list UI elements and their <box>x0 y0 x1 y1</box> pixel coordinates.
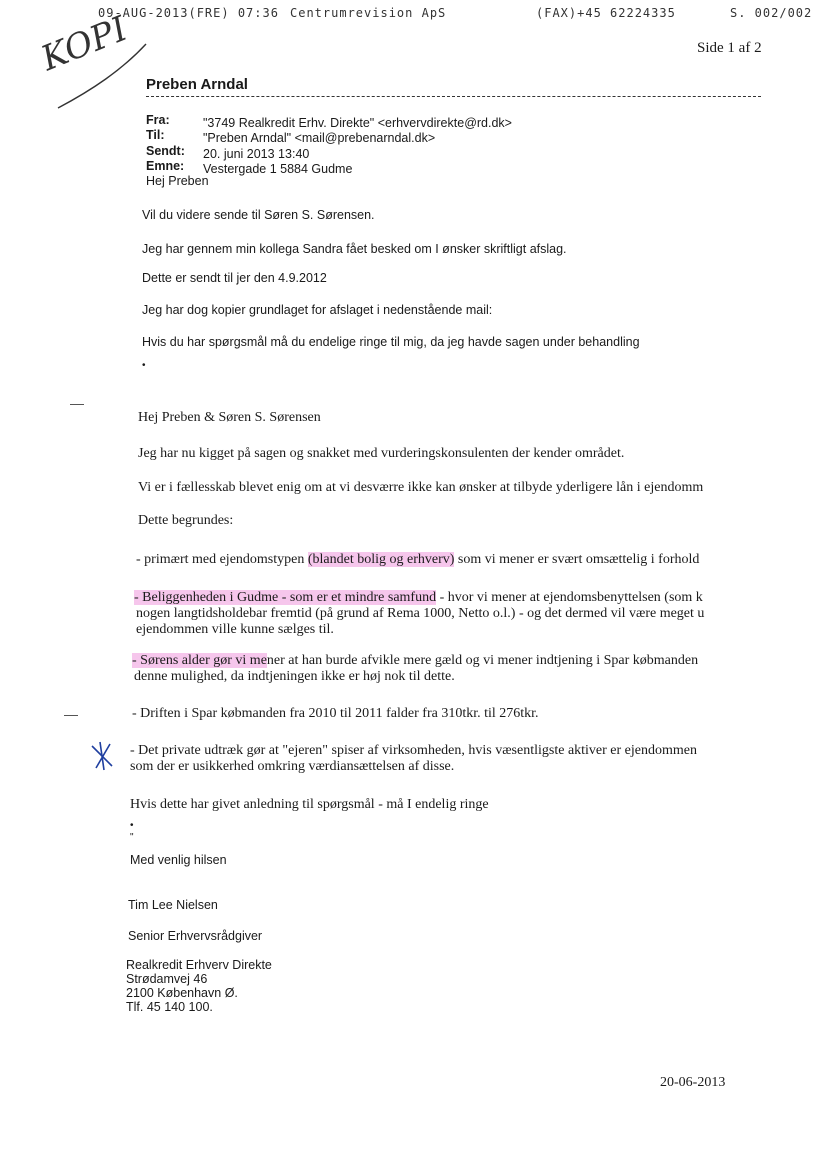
scan-mark <box>70 404 84 405</box>
footer-date: 20-06-2013 <box>660 1075 726 1090</box>
reason-bullet-age <box>132 653 698 669</box>
to-value: "Preben Arndal" <mail@prebenarndal.dk> <box>203 131 436 145</box>
bullet-text: - primært med ejendomstypen <box>136 552 308 567</box>
sent-label: Sendt: <box>146 144 185 158</box>
reason-bullet-location <box>134 590 703 606</box>
sender-name: Preben Arndal <box>146 76 248 93</box>
quoted-closing: Hvis dette har givet anledning til spørgsmål - må I endelig ringe <box>130 797 489 812</box>
reason-bullet-operations: - Driften i Spar købmanden fra 2010 til 2011 falder fra 310tkr. til 276tkr. <box>132 706 539 721</box>
greeting: Hej Preben <box>146 174 209 188</box>
message-line: Hvis du har spørgsmål må du endelige ringe til mig, da jeg havde sagen under behandling <box>142 335 640 349</box>
quoted-paragraph: Dette begrundes: <box>138 513 234 528</box>
signer-city: 2100 København Ø. <box>126 986 238 1000</box>
signer-title: Senior Erhvervsrådgiver <box>128 929 263 943</box>
page-label: Side 1 af 2 <box>697 40 762 56</box>
pen-check-mark <box>86 738 120 772</box>
bullet-text: - hvor vi mener at ejendomsbenyttelsen (som k <box>436 590 703 605</box>
highlighted-text: (blandet bolig og erhverv) <box>307 552 455 567</box>
handwritten-stroke <box>52 40 152 112</box>
fax-sender: Centrumrevision ApS <box>290 6 447 20</box>
highlighted-text: - Sørens alder gør vi me <box>132 653 267 668</box>
quoted-paragraph: Vi er i fællesskab blevet enig om at vi desværre ikke kan ønsker at tilbyde yderligere lån i ejendomm <box>138 480 704 495</box>
sent-value: 20. juni 2013 13:40 <box>203 147 310 161</box>
header-divider <box>146 96 761 97</box>
bullet-continuation: denne mulighed, da indtjeningen ikke er høj nok til dette. <box>134 669 455 684</box>
fax-number: (FAX)+45 62224335 <box>536 6 676 20</box>
subject-value: Vestergade 1 5884 Gudme <box>203 162 353 176</box>
bullet-continuation: som der er usikkerhed omkring værdiansættelsen af disse. <box>130 759 455 774</box>
from-label: Fra: <box>146 113 170 127</box>
fax-page-number: S. 002/002 <box>730 6 813 20</box>
to-label: Til: <box>146 128 165 142</box>
bullet-dot: • <box>130 820 134 831</box>
message-line: Jeg har dog kopier grundlaget for afslaget i nedenstående mail: <box>142 303 493 317</box>
bullet-dot: " <box>130 832 134 843</box>
bullet-continuation: nogen langtidsholdebar fremtid (på grund af Rema 1000, Netto o.l.) - og det dermed vil være meget u <box>136 606 705 621</box>
bullet-text: som vi mener er svært omsættelig i forhold <box>454 552 700 567</box>
fax-timestamp: 09-AUG-2013(FRE) 07:36 <box>98 6 279 20</box>
bullet-dot: • <box>142 360 146 371</box>
message-line: Jeg har gennem min kollega Sandra fået besked om I ønsker skriftligt afslag. <box>142 242 567 256</box>
subject-label: Emne: <box>146 159 185 173</box>
highlighted-text: - Beliggenheden i Gudme - som er et mindre samfund <box>134 590 437 605</box>
sign-off: Med venlig hilsen <box>130 853 227 867</box>
signer-name: Tim Lee Nielsen <box>128 898 218 912</box>
reason-bullet-property-type <box>136 552 699 568</box>
quoted-paragraph: Jeg har nu kigget på sagen og snakket med vurderingskonsulenten der kender området. <box>138 446 625 461</box>
signer-company: Realkredit Erhverv Direkte <box>126 958 272 972</box>
scan-mark <box>64 715 78 716</box>
reason-bullet-private-withdrawals: - Det private udtræk gør at "ejeren" spiser af virksomheden, hvis væsentligste aktiver er ejendommen <box>130 743 697 758</box>
message-line: Dette er sendt til jer den 4.9.2012 <box>142 271 327 285</box>
quoted-greeting: Hej Preben & Søren S. Sørensen <box>138 410 321 425</box>
from-value: "3749 Realkredit Erhv. Direkte" <erhvervdirekte@rd.dk> <box>203 116 512 130</box>
bullet-continuation: ejendommen ville kunne sælges til. <box>136 622 334 637</box>
bullet-text: ner at han burde afvikle mere gæld og vi mener indtjening i Spar købmanden <box>266 653 699 668</box>
signer-phone: Tlf. 45 140 100. <box>126 1000 213 1014</box>
handwritten-kopi-note: KOPI <box>35 8 133 80</box>
message-line: Vil du videre sende til Søren S. Sørensen. <box>142 208 375 222</box>
signer-street: Strødamvej 46 <box>126 972 208 986</box>
